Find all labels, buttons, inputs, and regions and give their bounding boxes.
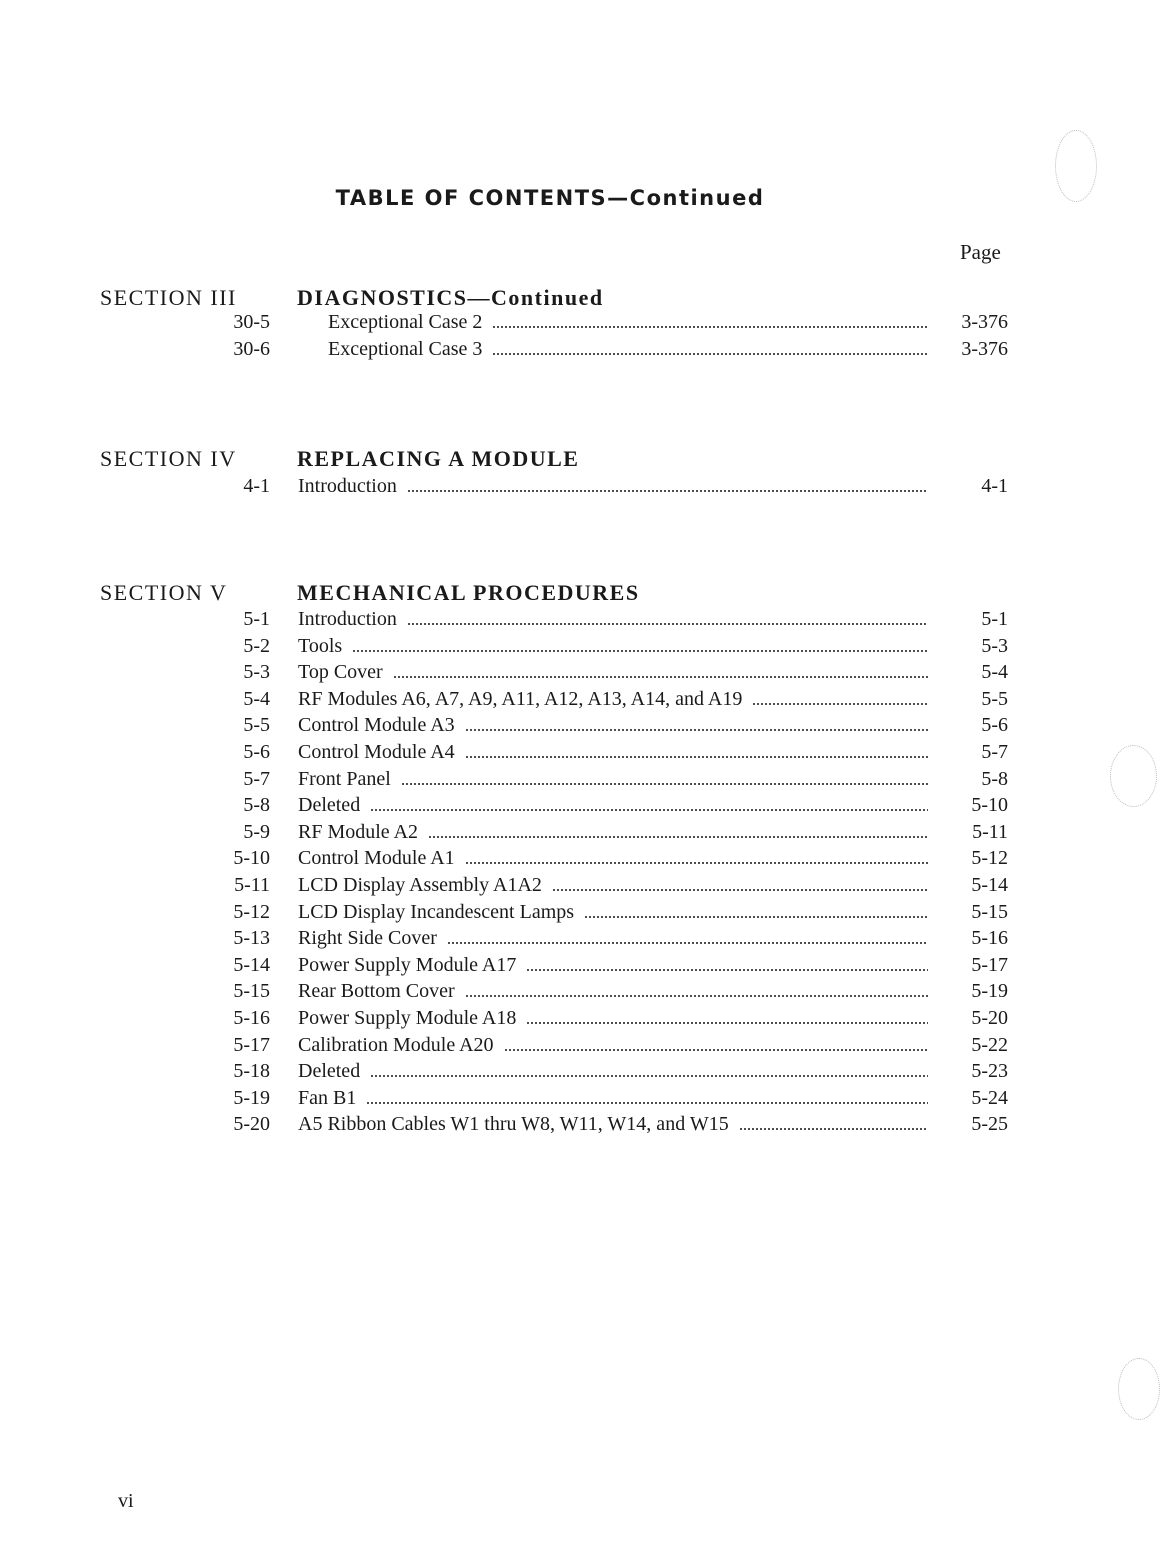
toc-entry [0, 1087, 1176, 1113]
entry-page: 5-6 [981, 714, 1008, 737]
dot-leader [752, 702, 928, 706]
entry-number: 5-2 [243, 634, 270, 657]
entry-page: 5-10 [971, 794, 1008, 817]
entry-number: 5-13 [233, 927, 270, 950]
entry-title-row [298, 874, 928, 897]
entry-title-row [298, 980, 928, 1003]
entry-title: Rear Bottom Cover [298, 980, 455, 1003]
dot-leader [465, 861, 928, 865]
entry-number: 5-15 [233, 980, 270, 1003]
entry-title: RF Module A2 [298, 820, 419, 843]
entry-title-row [298, 1060, 928, 1083]
toc-entry [0, 980, 1176, 1006]
page-title: TABLE OF CONTENTS—Continued [335, 186, 765, 210]
entry-page: 5-19 [971, 980, 1008, 1003]
entry-title-row [298, 688, 928, 711]
entry-page: 3-376 [961, 337, 1008, 360]
entry-number: 5-6 [243, 741, 270, 763]
entry-title-row [298, 1034, 928, 1057]
dot-leader [504, 1048, 928, 1052]
entry-page: 5-24 [971, 1086, 1008, 1109]
entry-number: 30-5 [233, 311, 270, 333]
section-label: SECTION V [100, 580, 228, 605]
entry-number: 5-12 [233, 900, 270, 923]
entry-page: 5-22 [971, 1033, 1008, 1056]
dot-leader [526, 968, 928, 972]
section-label: SECTION IV [100, 446, 237, 471]
entry-title-row [298, 794, 928, 817]
dot-leader [584, 915, 928, 919]
section-title: MECHANICAL PROCEDURES [297, 580, 640, 605]
entry-title-row [298, 768, 928, 791]
dot-leader [352, 649, 928, 653]
toc-entry [0, 847, 1176, 873]
section-label: SECTION III [100, 285, 237, 310]
entry-title-row [328, 311, 928, 334]
dot-leader [366, 1101, 928, 1105]
dot-leader [465, 755, 928, 759]
dot-leader [739, 1127, 928, 1131]
entry-number: 5-10 [233, 847, 270, 870]
entry-title: Exceptional Case 3 [328, 337, 483, 360]
entry-title: Calibration Module A20 [298, 1033, 494, 1056]
entry-page: 5-5 [981, 687, 1008, 710]
entry-page: 5-8 [981, 767, 1008, 790]
entry-title: Power Supply Module A18 [298, 1007, 517, 1029]
entry-number: 5-17 [233, 1033, 270, 1056]
entry-title-row [298, 1087, 928, 1110]
entry-title-row [298, 661, 928, 684]
entry-page: 5-1 [981, 608, 1008, 630]
entry-number: 5-1 [243, 608, 270, 630]
toc-entry [0, 954, 1176, 980]
dot-leader [407, 489, 928, 493]
entry-title: Deleted [298, 1060, 361, 1083]
toc-entry [0, 741, 1176, 767]
dot-leader [370, 808, 928, 812]
dot-leader [465, 994, 928, 998]
entry-page: 5-20 [971, 1007, 1008, 1029]
entry-title-row [328, 338, 928, 361]
entry-page: 5-14 [971, 874, 1008, 896]
toc-entry [0, 1007, 1176, 1033]
entry-page: 4-1 [981, 475, 1008, 497]
entry-title: Control Module A4 [298, 741, 455, 763]
dot-leader [407, 622, 928, 626]
entry-title: Front Panel [298, 767, 391, 790]
entry-title-row [298, 475, 928, 498]
entry-number: 5-14 [233, 953, 270, 976]
entry-number: 5-7 [243, 767, 270, 790]
entry-page: 5-23 [971, 1060, 1008, 1083]
entry-title-row [298, 741, 928, 764]
entry-title-row [298, 954, 928, 977]
entry-number: 5-16 [233, 1007, 270, 1029]
entry-title: Control Module A3 [298, 714, 455, 737]
entry-title-row [298, 635, 928, 658]
toc-entry [0, 794, 1176, 820]
toc-entry [0, 688, 1176, 714]
toc-entry [0, 1034, 1176, 1060]
entry-page: 5-7 [981, 741, 1008, 763]
entry-number: 5-8 [243, 794, 270, 817]
dot-leader [492, 352, 928, 356]
entry-number: 5-9 [243, 820, 270, 843]
dot-leader [465, 728, 928, 732]
toc-entry [0, 338, 1176, 364]
dot-leader [492, 325, 928, 329]
section-title: REPLACING A MODULE [297, 446, 580, 471]
entry-number: 4-1 [243, 475, 270, 497]
dot-leader [401, 782, 928, 786]
entry-number: 5-3 [243, 661, 270, 684]
toc-entry [0, 714, 1176, 740]
entry-title-row [298, 1007, 928, 1030]
entry-title-row [298, 608, 928, 631]
page-folio: vi [118, 1490, 134, 1512]
entry-title: Power Supply Module A17 [298, 953, 517, 976]
dot-leader [552, 888, 928, 892]
entry-title: LCD Display Assembly A1A2 [298, 874, 542, 896]
entry-page: 5-25 [971, 1113, 1008, 1136]
toc-entry [0, 1060, 1176, 1086]
toc-entry [0, 475, 1176, 501]
entry-page: 3-376 [961, 311, 1008, 333]
scan-smudge [1055, 130, 1097, 202]
toc-entry [0, 311, 1176, 337]
section-title: DIAGNOSTICS—Continued [297, 285, 604, 310]
toc-entry [0, 608, 1176, 634]
entry-title: Fan B1 [298, 1086, 357, 1109]
dot-leader [428, 835, 928, 839]
dot-leader [393, 675, 928, 679]
entry-title: Tools [298, 634, 343, 657]
entry-number: 5-19 [233, 1086, 270, 1109]
entry-title: Top Cover [298, 661, 383, 684]
entry-title: Introduction [298, 608, 397, 630]
toc-entry [0, 768, 1176, 794]
entry-title: Deleted [298, 794, 361, 817]
entry-title-row [298, 821, 928, 844]
entry-title-row [298, 901, 928, 924]
entry-number: 5-11 [234, 874, 270, 896]
entry-page: 5-15 [971, 900, 1008, 923]
toc-entry [0, 1113, 1176, 1139]
entry-page: 5-12 [971, 847, 1008, 870]
toc-entry [0, 635, 1176, 661]
entry-number: 5-5 [243, 714, 270, 737]
scan-smudge [1110, 745, 1157, 807]
entry-title-row [298, 927, 928, 950]
scan-smudge [1118, 1358, 1160, 1420]
entry-title: LCD Display Incandescent Lamps [298, 900, 575, 923]
entry-title: RF Modules A6, A7, A9, A11, A12, A13, A14, and A19 [298, 687, 743, 710]
entry-page: 5-3 [981, 634, 1008, 657]
entry-number: 5-20 [233, 1113, 270, 1136]
entry-number: 30-6 [233, 337, 270, 360]
entry-title-row [298, 1113, 928, 1136]
entry-number: 5-4 [243, 687, 270, 710]
dot-leader [370, 1074, 928, 1078]
entry-title-row [298, 714, 928, 737]
entry-page: 5-4 [981, 661, 1008, 684]
page-column-header: Page [960, 240, 1001, 264]
entry-page: 5-17 [971, 953, 1008, 976]
entry-title: Right Side Cover [298, 927, 437, 950]
entry-title-row [298, 847, 928, 870]
dot-leader [447, 941, 928, 945]
entry-title: Introduction [298, 475, 397, 497]
dot-leader [526, 1021, 928, 1025]
entry-number: 5-18 [233, 1060, 270, 1083]
entry-title: A5 Ribbon Cables W1 thru W8, W11, W14, and W15 [298, 1113, 729, 1136]
entry-page: 5-16 [971, 927, 1008, 950]
entry-title: Control Module A1 [298, 847, 455, 870]
toc-entry [0, 927, 1176, 953]
toc-entry [0, 661, 1176, 687]
entry-title: Exceptional Case 2 [328, 311, 483, 333]
entry-page: 5-11 [972, 820, 1008, 843]
toc-entry [0, 874, 1176, 900]
toc-entry [0, 821, 1176, 847]
toc-entry [0, 901, 1176, 927]
